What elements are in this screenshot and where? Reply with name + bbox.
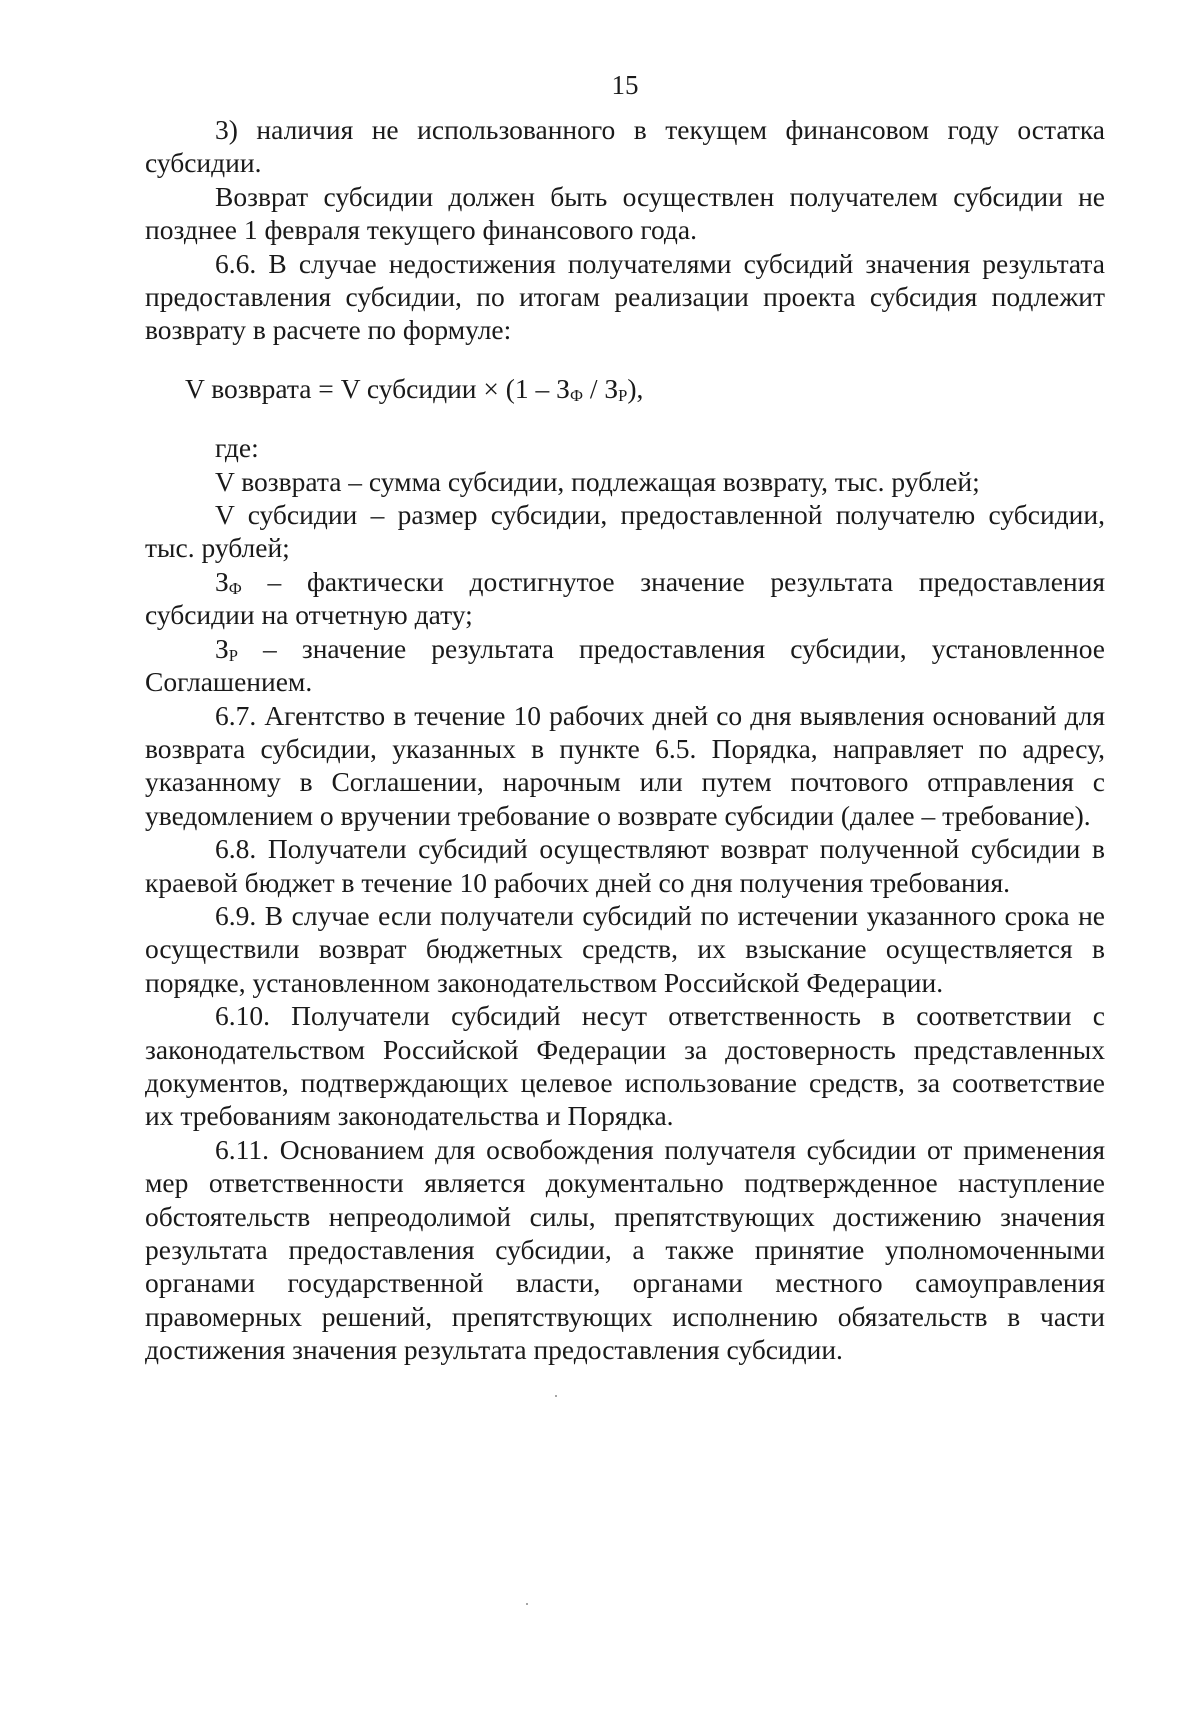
formula-left: V возврата = V субсидии × (1 – З: [185, 372, 570, 404]
definition-symbol-sub: Ф: [228, 578, 242, 598]
definition-z-plan: [145, 632, 1105, 699]
paragraph: Возврат субсидии должен быть осуществлен получателем субсидии не позднее 1 февраля текущего финансового года.: [145, 180, 1105, 246]
page-number: 15: [611, 70, 639, 100]
definition-z-fact: [145, 565, 1105, 632]
scan-speck: [526, 1603, 528, 1605]
paragraph-6-8: 6.8. Получатели субсидий осуществляют возврат полученной субсидии в краевой бюджет в течение 10 рабочих дней со дня получения требования.: [145, 833, 1105, 898]
definition-symbol: З: [215, 565, 229, 597]
definition-text: – значение результата предоставления субсидии, установленное Соглашением.: [145, 632, 1105, 698]
paragraph-6-11: 6.11. Основанием для освобождения получателя субсидии от применения мер ответственности является документально подтвержденное наступление обстоятельств непреодолимой силы, препятствующих достижению значения результата предоставления субсидии, а также принятие уполномоченными органами государственной власти, органами местного самоуправления правомерных решений, препятствующих исполнению обязательств в части достижения значения результата предоставления субсидии.: [145, 1133, 1105, 1366]
formula-sub-fact: Ф: [569, 385, 583, 405]
paragraph: 6.6. В случае недостижения получателями субсидий значения результата предоставления субсидии, по итогам реализации проекта субсидия подлежит возврату в расчете по формуле:: [145, 247, 1105, 346]
formula-sub-plan: Р: [618, 385, 628, 405]
where-label: где:: [215, 432, 259, 464]
scan-speck: [555, 1395, 557, 1397]
document-body: [145, 113, 1105, 1367]
definition-v-subsidy: V субсидии – размер субсидии, предоставленной получателю субсидии, тыс. рублей;: [145, 499, 1105, 564]
paragraph-6-9: 6.9. В случае если получатели субсидий по истечении указанного срока не осуществили возврат бюджетных средств, их взыскание осуществляется в порядке, установленном законодательством Российской Федерации.: [145, 899, 1105, 998]
paragraph-6-10: 6.10. Получатели субсидий несут ответственность в соответствии с законодательством Российской Федерации за достоверность представленных документов, подтверждающих целевое использование средств, за соответствие их требованиям законодательства и Порядка.: [145, 1000, 1105, 1132]
paragraph-6-7: 6.7. Агентство в течение 10 рабочих дней со дня выявления оснований для возврата субсидии, указанных в пункте 6.5. Порядка, направляет по адресу, указанному в Соглашении, нарочным или путем почтового отправления с уведомлением о вручении требование о возврате субсидии (далее – требование).: [145, 699, 1105, 831]
formula: [145, 372, 1105, 405]
definition-symbol: З: [215, 632, 229, 664]
formula-right: ),: [627, 372, 644, 404]
definition-symbol-sub: Р: [228, 645, 238, 665]
paragraph: 3) наличия не использованного в текущем финансовом году остатка субсидии.: [145, 114, 1105, 179]
definition-text: – фактически достигнутое значение результата предоставления субсидии на отчетную дату;: [145, 565, 1105, 631]
definition-v-return: V возврата – сумма субсидии, подлежащая возврату, тыс. рублей;: [215, 465, 980, 497]
formula-middle: / З: [583, 372, 619, 404]
